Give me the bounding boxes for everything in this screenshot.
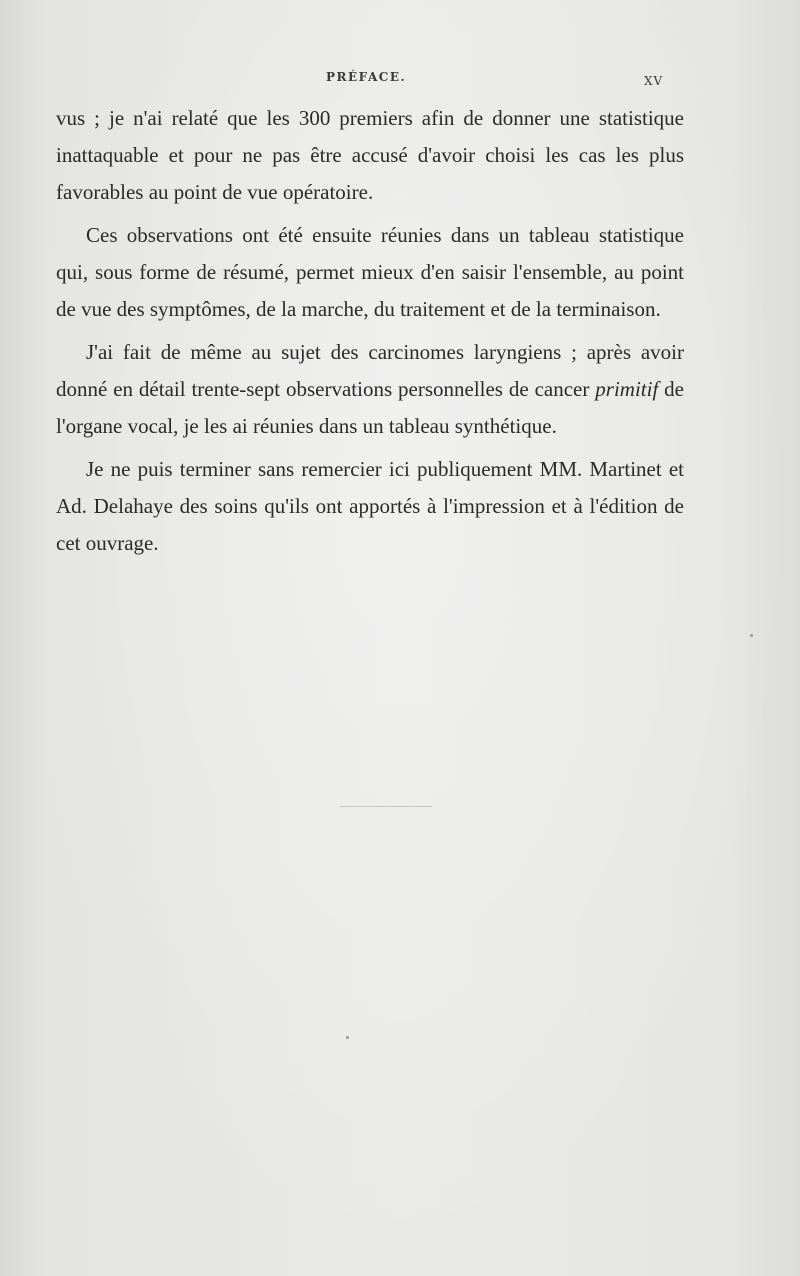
end-rule <box>340 806 432 807</box>
running-head <box>0 66 800 90</box>
paper-speck <box>346 1036 349 1039</box>
running-title: PRÉFACE. <box>326 70 407 84</box>
paragraph-3 <box>56 334 684 445</box>
paragraph-3-text-before: J'ai fait de même au sujet des carcinomes laryngiens ; après avoir donné en détail trente-sept observations personnelles de cancer <box>56 340 684 401</box>
paragraph-4: Je ne puis terminer sans remercier ici publiquement MM. Martinet et Ad. Delahaye des soins qu'ils ont apportés à l'impression et à l'édition de cet ouvrage. <box>56 457 684 555</box>
body-text <box>56 100 684 562</box>
paragraph-3-emphasis: primitif <box>595 377 659 401</box>
paper-speck <box>750 634 753 637</box>
paragraph-1: vus ; je n'ai relaté que les 300 premiers afin de donner une statistique inattaquable et pour ne pas être accusé d'avoir choisi les cas les plus favorables au point de vue opératoire. <box>56 106 684 204</box>
paragraph-3-text-after: de l'organe vocal, je les ai réunies dans un tableau synthétique. <box>56 377 684 438</box>
paragraph-2: Ces observations ont été ensuite réunies dans un tableau statistique qui, sous forme de résumé, permet mieux d'en saisir l'ensemble, au point de vue des symptômes, de la marche, du traitement et de la terminaison. <box>56 223 684 321</box>
page-number: XV <box>644 74 664 88</box>
